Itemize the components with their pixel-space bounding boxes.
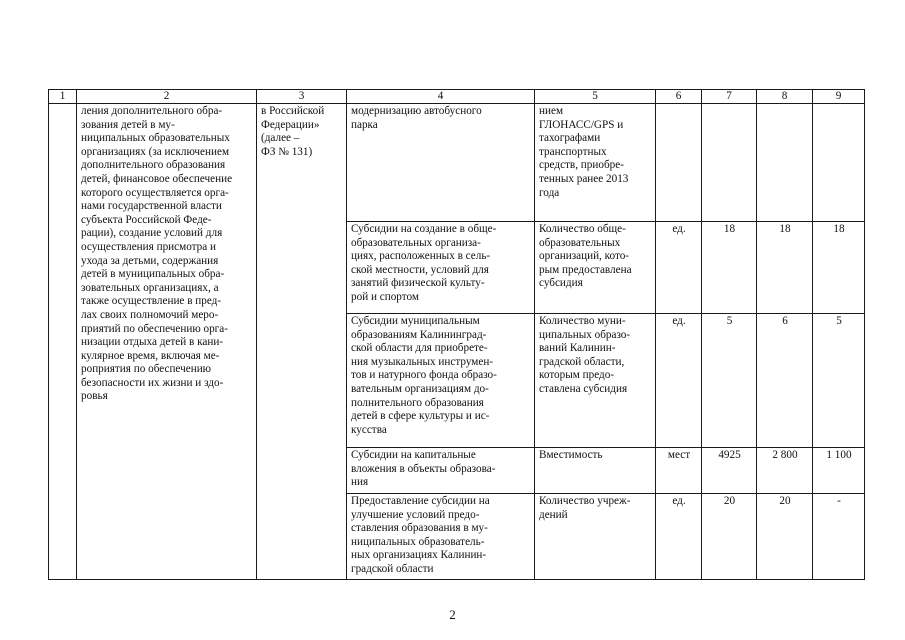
header-cell: 1 [49,90,77,104]
text-line: которым предо- [539,369,615,382]
unit-cell: мест [656,448,702,494]
text-line: роприятия по обеспечению [81,363,212,376]
indicator-cell [535,222,656,314]
text-line: Количество обще- [539,223,626,235]
text-line: вательным организациям до- [351,382,489,395]
value-cell-col7: 18 [702,222,757,314]
unit-cell: ед. [656,314,702,448]
text-line: (далее – [261,132,300,145]
text-line: субъекта Российской Феде- [81,213,212,226]
value-cell-col7: 5 [702,314,757,448]
text-line: Количество учреж- [539,495,631,507]
unit-cell [656,104,702,222]
text-line: ставления образования в му- [351,522,488,535]
text-line: Субсидии на создание в обще- [351,223,497,235]
text-line: средств, приобре- [539,159,624,172]
text-line: Вместимость [539,449,603,461]
header-cell: 6 [656,90,702,104]
text-line: образовательных организа- [351,236,481,249]
text-line: ГЛОНАСС/GPS и [539,118,624,131]
text-line: которого осуществляется орга- [81,186,229,199]
text-line: ской области для приобрете- [351,342,488,355]
value-cell-col9: 5 [813,314,865,448]
subsidy-name-cell [347,104,535,222]
text-line: дополнительного образования [81,159,226,172]
header-cell: 4 [347,90,535,104]
header-cell: 2 [77,90,257,104]
text-line: Субсидии муниципальным [351,315,480,327]
unit-cell: ед. [656,222,702,314]
text-line: ской местности, условий для [351,263,489,276]
text-line: осуществления присмотра и [81,240,217,253]
text-line: нами государственной власти [81,200,222,213]
indicator-cell [535,314,656,448]
number-cell [49,104,77,580]
text-line: ления дополнительного обра- [81,105,223,117]
indicator-cell [535,494,656,580]
text-line: улучшение условий предо- [351,508,480,521]
text-line: градской области, [539,355,625,368]
text-line: детей в сфере культуры и ис- [351,410,490,423]
indicator-cell [535,448,656,494]
text-line: приятий по обеспечению орга- [81,322,228,335]
table-header-row [49,90,865,104]
text-line: модернизацию автобусного [351,105,482,117]
indicator-cell [535,104,656,222]
text-line: образовательных [539,236,621,249]
subsidy-name-cell [347,494,535,580]
value-cell-col9 [813,104,865,222]
text-line: года [539,186,560,199]
text-line: нием [539,105,564,117]
subsidy-name-cell [347,314,535,448]
text-line: вложения в объекты образова- [351,462,496,475]
text-line: тахографами [539,132,601,145]
text-line: в Российской [261,105,325,117]
text-line: ниципальных образователь- [351,535,485,548]
text-line: ния [351,476,369,489]
value-cell-col8: 18 [757,222,813,314]
value-cell-col9: - [813,494,865,580]
text-line: образованиям Калининград- [351,328,487,341]
text-line: рой и спортом [351,290,419,303]
text-line: детей, финансовое обеспечение [81,172,233,185]
text-line: Федерации» [261,118,320,131]
text-line: тов и натурного фонда образо- [351,369,497,382]
value-cell-col7: 4925 [702,448,757,494]
text-line: ния музыкальных инструмен- [351,355,494,368]
text-line: парка [351,118,378,131]
value-cell-col8: 2 800 [757,448,813,494]
value-cell-col8: 20 [757,494,813,580]
text-line: кулярное время, включая ме- [81,349,220,362]
budget-table [48,89,865,580]
text-line: лах своих полномочий меро- [81,308,219,321]
text-line: ных организациях Калинин- [351,549,487,562]
text-line: рации), создание условий для [81,227,223,240]
value-cell-col9: 1 100 [813,448,865,494]
text-line: ухода за детьми, содержания [81,254,219,267]
text-line: организациях (за исключением [81,145,230,158]
text-line: градской области [351,562,434,575]
text-line: ФЗ № 131) [261,145,313,158]
text-line: кусства [351,423,387,436]
subsidy-name-cell [347,222,535,314]
text-line: зования детей в му- [81,118,175,131]
text-line: ваний Калинин- [539,342,616,355]
text-line: рым предоставлена [539,263,632,276]
unit-cell: ед. [656,494,702,580]
text-line: ставлена субсидия [539,382,628,395]
header-cell: 5 [535,90,656,104]
header-cell: 7 [702,90,757,104]
text-line: ровья [81,390,108,403]
subsidy-name-cell [347,448,535,494]
value-cell-col8: 6 [757,314,813,448]
header-cell: 9 [813,90,865,104]
text-line: ниципальных образовательных [81,132,230,145]
measure-description-cell [77,104,257,580]
text-line: безопасности их жизни и здо- [81,376,224,389]
text-line: организаций, кото- [539,250,630,263]
header-cell: 3 [257,90,347,104]
value-cell-col7 [702,104,757,222]
text-line: ципальных образо- [539,328,631,341]
value-cell-col7: 20 [702,494,757,580]
text-line: Предоставление субсидии на [351,495,490,507]
page-number: 2 [449,607,456,622]
text-line: полнительного образования [351,396,484,409]
header-cell: 8 [757,90,813,104]
text-line: также осуществление в пред- [81,295,222,308]
text-line: тенных ранее 2013 [539,172,629,185]
text-line: детей в муниципальных обра- [81,268,225,281]
text-line: Количество муни- [539,315,626,327]
text-line: низации отдыха детей в кани- [81,336,224,349]
text-line: транспортных [539,145,607,158]
text-line: занятий физической культу- [351,277,485,290]
text-line: зовательных организациях, а [81,281,219,294]
value-cell-col9: 18 [813,222,865,314]
text-line: субсидия [539,277,583,290]
table-row [49,104,865,222]
value-cell-col8 [757,104,813,222]
text-line: циях, расположенных в сель- [351,250,491,263]
legal-basis-cell [257,104,347,580]
text-line: Субсидии на капитальные [351,449,476,461]
text-line: дений [539,508,568,521]
